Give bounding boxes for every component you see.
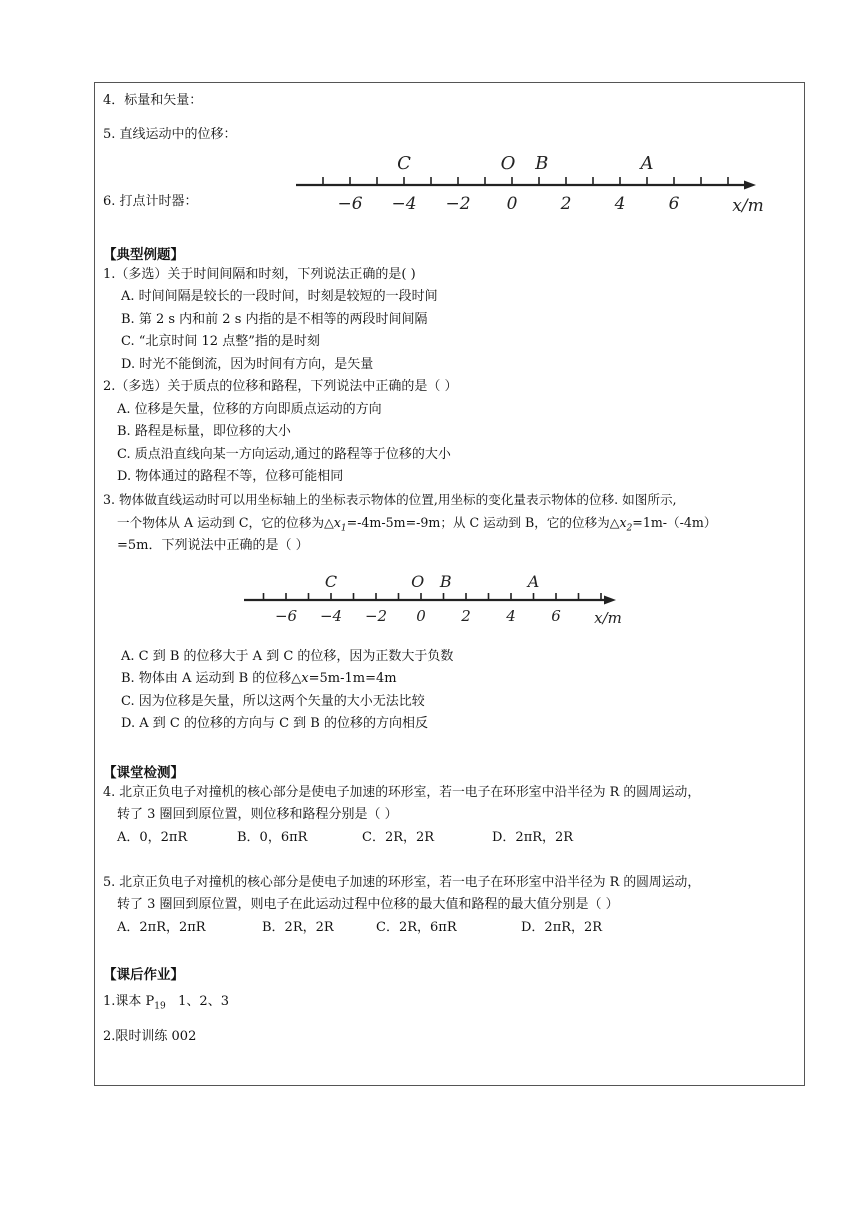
point-label-C: C <box>397 153 411 174</box>
tick-label: −4 <box>391 194 417 214</box>
point-label-A: A <box>527 572 540 591</box>
q4-option-b: B．0，6πR <box>237 830 308 845</box>
q2-option-d: D. 物体通过的路程不等，位移可能相同 <box>117 469 344 484</box>
homework-item-2: 2.限时训练 002 <box>103 1029 197 1044</box>
homework-item-1: 1.课本 $P_{19}$ 1、2、3 <box>103 994 229 1012</box>
q1-option-a: A. 时间间隔是较长的一段时间，时刻是较短的一段时间 <box>121 289 438 304</box>
q3-line-3: =5m．下列说法中正确的是（ ） <box>117 538 309 553</box>
section-heading-examples: 【典型例题】 <box>103 247 184 263</box>
axis-unit-label: x/m <box>732 196 764 216</box>
axis-arrowhead <box>744 181 756 190</box>
tick-label: 0 <box>416 607 426 625</box>
tick-label: 0 <box>506 194 518 214</box>
tick-label: 2 <box>560 194 572 214</box>
q1-option-c: C. “北京时间 12 点整”指的是时刻 <box>121 334 320 349</box>
q4-line-1: 4. 北京正负电子对撞机的核心部分是使电子加速的环形室，若一电子在环形室中沿半径为 R 的圆周运动， <box>103 785 701 800</box>
q1-option-b: B. 第 2 s 内和前 2 s 内指的是不相等的两段时间间隔 <box>121 312 428 327</box>
q4-option-c: C．2R，2R <box>362 830 435 845</box>
point-label-A: A <box>640 153 654 174</box>
number-line-figure-1 <box>296 142 766 222</box>
section-heading-homework: 【课后作业】 <box>103 967 184 983</box>
review-item-6: 6. 打点计时器： <box>103 194 198 209</box>
tick-label: −2 <box>364 607 388 625</box>
q3-option-b: B. 物体由 A 运动到 B 的位移△x=5m-1m=4m <box>121 671 397 686</box>
q3-option-c: C. 因为位移是矢量，所以这两个矢量的大小无法比较 <box>121 694 425 709</box>
number-line-1 <box>296 153 764 216</box>
tick-label: 4 <box>506 607 516 625</box>
q3-option-d: D. A 到 C 的位移的方向与 C 到 B 的位移的方向相反 <box>121 716 428 731</box>
point-label-C: C <box>324 572 338 591</box>
q4-option-d: D．2πR，2R <box>492 830 574 845</box>
q3-line-2: 一个物体从 A 运动到 C，它的位移为$\triangle x_1=-4m-5m=-9m$；从 C 运动到 B，它的位移为$\triangle x_2=1m-(-4m)$ <box>117 515 717 534</box>
number-line-figure-2 <box>244 562 664 634</box>
point-label-O: O <box>500 153 516 174</box>
q5-option-a: A．2πR，2πR <box>117 920 206 935</box>
q1-option-d: D. 时光不能倒流，因为时间有方向，是矢量 <box>121 357 374 372</box>
q5-option-c: C．2R，6πR <box>376 920 457 935</box>
q4-line-2: 转了 3 圈回到原位置，则位移和路程分别是（ ） <box>117 807 398 822</box>
tick-label: −6 <box>337 194 363 214</box>
axis-arrowhead <box>604 596 616 605</box>
q2-stem: 2.（多选）关于质点的位移和路程，下列说法中正确的是（ ） <box>103 379 458 394</box>
tick-label: −6 <box>274 607 298 625</box>
section-heading-check: 【课堂检测】 <box>103 765 184 781</box>
point-label-B: B <box>439 572 452 591</box>
tick-label: 2 <box>461 607 471 625</box>
q2-option-b: B. 路程是标量，即位移的大小 <box>117 424 291 439</box>
point-label-B: B <box>535 153 549 174</box>
q1-stem: 1.（多选）关于时间间隔和时刻，下列说法正确的是( ) <box>103 267 416 282</box>
tick-label: 6 <box>668 194 680 214</box>
tick-label: −4 <box>319 607 343 625</box>
q5-option-d: D．2πR，2R <box>521 920 603 935</box>
number-line-2 <box>244 572 622 627</box>
q2-option-c: C. 质点沿直线向某一方向运动,通过的路程等于位移的大小 <box>117 447 451 462</box>
q5-line-1: 5. 北京正负电子对撞机的核心部分是使电子加速的环形室，若一电子在环形室中沿半径为 R 的圆周运动， <box>103 875 701 890</box>
q2-option-a: A. 位移是矢量，位移的方向即质点运动的方向 <box>117 402 382 417</box>
q3-option-a: A. C 到 B 的位移大于 A 到 C 的位移，因为正数大于负数 <box>121 649 454 664</box>
q3-line-1: 3. 物体做直线运动时可以用坐标轴上的坐标表示物体的位置,用坐标的变化量表示物体的位移. 如图所示, <box>103 492 677 507</box>
review-item-5: 5. 直线运动中的位移： <box>103 127 237 142</box>
tick-label: 6 <box>551 607 561 625</box>
review-item-4: 4．标量和矢量： <box>103 93 203 108</box>
q5-line-2: 转了 3 圈回到原位置，则电子在此运动过程中位移的最大值和路程的最大值分别是（ ） <box>117 897 619 912</box>
tick-label: 4 <box>614 194 626 214</box>
tick-label: −2 <box>445 194 471 214</box>
point-label-O: O <box>411 572 425 591</box>
axis-unit-label: x/m <box>594 609 622 627</box>
q5-option-b: B．2R，2R <box>262 920 334 935</box>
q4-option-a: A．0，2πR <box>117 830 188 845</box>
